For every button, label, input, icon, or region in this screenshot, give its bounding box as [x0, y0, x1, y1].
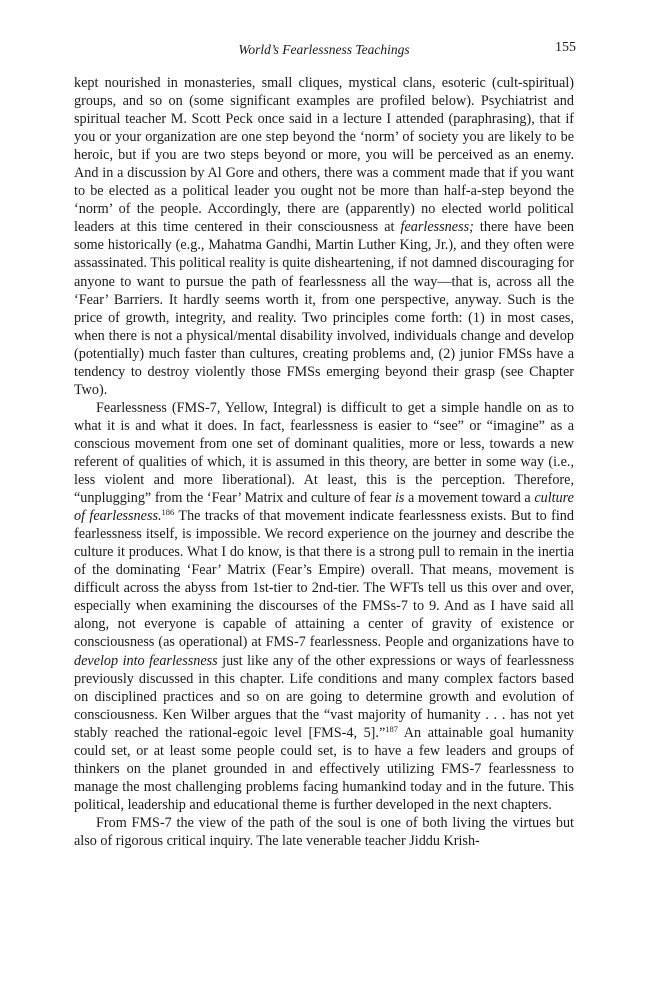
italic-text: . — [157, 508, 162, 525]
italic-text: culture of fearlessness — [74, 490, 574, 525]
footnote-ref: 186 — [161, 507, 175, 518]
text-run: An attainable goal humanity could set, or at least some people could set, is to have a few leaders and groups of thinkers on the planet grounded in and effectively utilizing FMS-7 fearlessness to manage the most challenging problems facing humankind today and in the future. This political, leadership and educational theme is further developed in the next chapters. — [74, 724, 574, 813]
text-run: Fearlessness (FMS-7, Yellow, Integral) is difficult to get a simple handle on as to what it is and what it does. In fact, fearlessness is easier to “see” or “imagine” as a conscious movement from one set of dominant qualities, more or less, towards a new referent of qualities of which, it is assumed in this theory, are better in some way (i.e., less violent and more liberational). At least, this is the perception. Therefore, “unplugging” from the ‘Fear’ Matrix and culture of fear — [74, 399, 574, 507]
italic-text: is — [394, 490, 405, 507]
paragraph — [74, 74, 574, 399]
text-run: a movement toward a — [404, 490, 535, 507]
text-run: From FMS-7 the view of the path of the soul is one of both living the virtues but also of rigorous critical inquiry. The late venerable teacher Jiddu Krish- — [74, 814, 574, 849]
italic-text: fearlessness; — [400, 219, 474, 236]
text-run: there have been some historically (e.g., Mahatma Gandhi, Martin Luther King, Jr.), and they often were assassinated. This political reality is quite disheartening, if not damned discouraging for anyone to want to pursue the path of fearlessness all the way—that is, across all the ‘Fear’ Barriers. It hardly seems worth it, from one perspective, anyway. Such is the price of growth, integrity, and reality. Two principles come forth: (1) in most cases, when there is not a physical/mental disability involved, individuals change and develop (potentially) much faster than cultures, creating problems and, (2) junior FMSs have a tendency to destroy violently those FMSs emerging beyond their grasp (see Chapter Two). — [74, 219, 574, 398]
paragraph — [74, 814, 574, 850]
text-run: kept nourished in monasteries, small cliques, mystical clans, esoteric (cult-spiritual) groups, and so on (some significant examples are profiled below). Psychiatrist and spiritual teacher M. Scott Peck once said in a lecture I attended (paraphrasing), that if you or your organization are one step beyond the ‘norm’ of society you are likely to be heroic, but if you are two steps beyond or more, you will be perceived as an enemy. And in a discussion by Al Gore and others, there was a comment made that if you want to be elected as a political leader you ought not be more than half-a-step beyond the ‘norm’ of the people. Accordingly, there are (apparently) no elected world political leaders at this time centered in their consciousness at — [74, 75, 574, 236]
text-run: just like any of the other expressions or ways of fearlessness previously discussed in this chapter. Life conditions and many complex factors based on disciplined practices and so on are going to determine growth and evolution of consciousness. Ken Wilber argues that the “vast majority of humanity . . . has not yet stably reached the rational-egoic level [FMS-4, 5].” — [74, 652, 574, 741]
running-head — [74, 40, 574, 62]
page-number: 155 — [555, 40, 576, 55]
footnote-ref: 187 — [385, 723, 398, 734]
paragraph — [74, 399, 574, 814]
italic-text: develop into fearlessness — [74, 652, 218, 669]
text-run: The tracks of that movement indicate fearlessness exists. But to find fearlessness itself, is impossible. We record experience on the journey and describe the culture it produces. What I do know, is that there is a strong pull to remain in the inertia of the dominating ‘Fear’ Matrix (Fear’s Empire) overall. That means, movement is difficult across the abyss from 1st-tier to 2nd-tier. The WFTs tell us this over and over, especially when examining the discourses of the FMSs-7 to 9. And as I have said all along, not everyone is capable of attaining a center of gravity of existence or consciousness (as operational) at FMS-7 fearlessness. People and organizations have to — [74, 508, 574, 651]
body-text — [74, 74, 574, 850]
book-page — [74, 40, 574, 850]
running-title: World’s Fearlessness Teachings — [238, 42, 410, 57]
